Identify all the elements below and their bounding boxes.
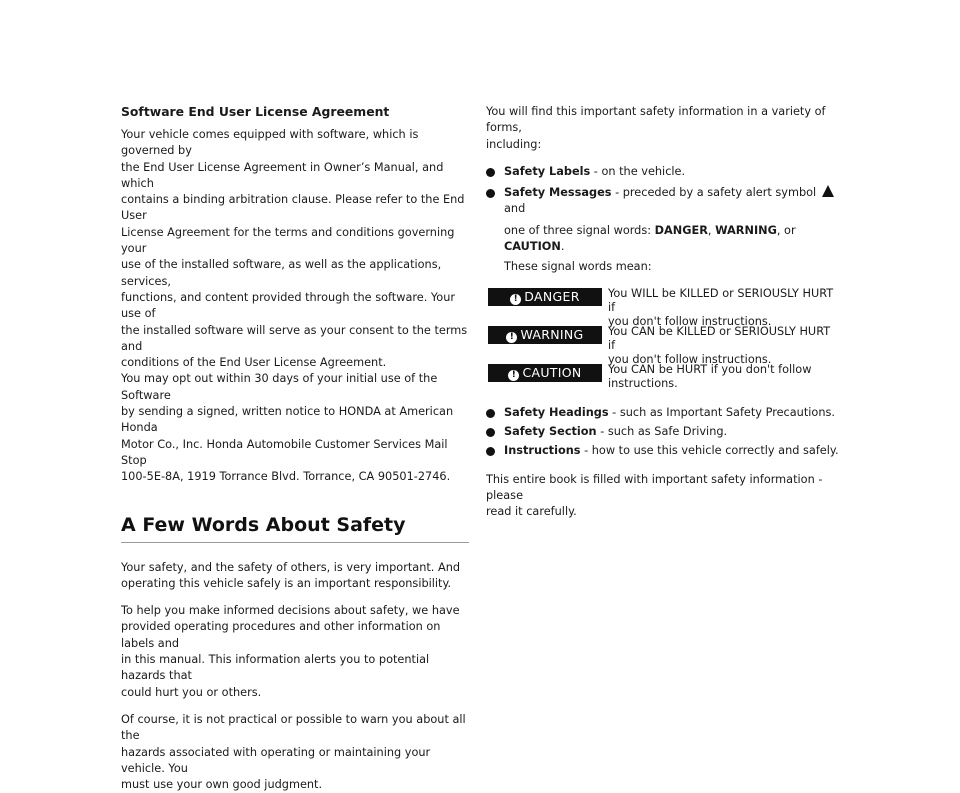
bullet-safety-section	[486, 424, 842, 440]
signal-description: You CAN be KILLED or SERIOUSLY HURT if you don't follow instructions.	[608, 324, 831, 366]
signal-words-intro: These signal words mean:	[504, 260, 652, 274]
signal-word-danger: DANGER	[654, 223, 708, 237]
alert-mark-icon: !	[506, 332, 517, 343]
eula-line: License Agreement for the terms and conditions governing your	[121, 225, 455, 256]
bullet-desc: - such as Important Safety Precautions.	[608, 405, 835, 419]
signal-danger	[486, 286, 842, 328]
signal-list	[486, 287, 842, 401]
closing-paragraph	[486, 472, 842, 521]
paragraph-line: This entire book is filled with important safety information - please	[486, 472, 823, 502]
left-column	[121, 104, 469, 793]
bullet-dot-icon	[486, 168, 495, 177]
bullet-instructions	[486, 443, 842, 459]
signal-warning	[486, 324, 842, 366]
bullet-safety-headings	[486, 405, 842, 421]
signal-caution	[486, 363, 842, 401]
paragraph-line: Of course, it is not practical or possible to warn you about all the	[121, 712, 466, 743]
signal-description: You WILL be KILLED or SERIOUSLY HURT if you don't follow instructions.	[608, 286, 834, 328]
eula-heading: Software End User License Agreement	[121, 104, 390, 119]
safety-paragraph-1	[121, 560, 469, 593]
paragraph-line: provided operating procedures and other information on labels and	[121, 620, 441, 650]
bullet-label: Safety Headings	[504, 405, 609, 419]
bullet-label: Safety Labels	[504, 164, 591, 178]
bullet-label: Safety Section	[504, 424, 597, 438]
eula-line: conditions of the End User License Agreement.	[121, 356, 387, 370]
paragraph-line: read it carefully.	[486, 505, 577, 519]
bullet-desc: - preceded by a safety alert symbol	[611, 186, 820, 200]
bullet-label: Safety Messages	[504, 186, 612, 200]
bullet-dot-icon	[486, 189, 495, 198]
paragraph-line: hazards associated with operating or maintaining your vehicle. You	[121, 745, 431, 775]
signal-word-warning: WARNING	[715, 223, 777, 237]
eula-line: by sending a signed, written notice to HONDA at American Honda	[121, 405, 454, 435]
bullet-label: Instructions	[504, 444, 581, 458]
danger-badge: ! DANGER	[488, 288, 602, 306]
paragraph-line: To help you make informed decisions about safety, we have	[121, 604, 460, 618]
paragraph-line: must use your own good judgment.	[121, 778, 323, 792]
bullet-dot-icon	[486, 428, 495, 437]
eula-line: 100-5E-8A, 1919 Torrance Blvd. Torrance, CA 90501-2746.	[121, 470, 451, 484]
eula-line: Your vehicle comes equipped with software, which is governed by	[121, 128, 419, 158]
safety-paragraph-3	[121, 712, 469, 793]
bullet-dot-icon	[486, 447, 495, 456]
bullet-desc: and	[504, 202, 526, 216]
paragraph-line: could hurt you or others.	[121, 685, 262, 699]
paragraph-line: operating this vehicle safely is an important responsibility.	[121, 576, 452, 590]
bullet-dot-icon	[486, 409, 495, 418]
eula-line: use of the installed software, as well as the applications, services,	[121, 258, 442, 288]
safety-paragraph-2	[121, 603, 469, 701]
eula-line: Motor Co., Inc. Honda Automobile Customer Services Mail Stop	[121, 437, 448, 467]
warning-badge: ! WARNING	[488, 326, 602, 344]
eula-line: functions, and content provided through the software. Your use of	[121, 290, 456, 321]
bullet-safety-messages	[486, 185, 842, 275]
signal-word-caution: CAUTION	[504, 240, 561, 254]
paragraph-line: You will find this important safety information in a variety of forms,	[486, 105, 826, 135]
alert-mark-icon: !	[510, 294, 521, 305]
eula-line: contains a binding arbitration clause. Please refer to the End User	[121, 193, 465, 223]
eula-line: the End User License Agreement in Owner’s Manual, and which	[121, 160, 444, 190]
intro-paragraph	[486, 104, 842, 153]
bullet-desc: - such as Safe Driving.	[596, 424, 728, 438]
bullet-safety-labels	[486, 164, 842, 180]
paragraph-line: including:	[486, 137, 542, 151]
eula-paragraph	[121, 127, 469, 486]
safety-alert-icon	[822, 185, 834, 197]
caution-badge: ! CAUTION	[488, 364, 602, 382]
right-column	[486, 104, 842, 520]
alert-mark-icon: !	[508, 370, 519, 381]
bullet-desc: - on the vehicle.	[590, 164, 686, 178]
paragraph-line: Your safety, and the safety of others, is very important. And	[121, 560, 461, 574]
bullet-desc: - how to use this vehicle correctly and safely.	[580, 444, 839, 458]
eula-line: the installed software will serve as your consent to the terms and	[121, 323, 468, 353]
paragraph-line: in this manual. This information alerts you to potential hazards that	[121, 653, 430, 683]
signal-words-line: one of three signal words: DANGER, WARNING, or CAUTION.	[504, 223, 796, 254]
signal-description: You CAN be HURT if you don't follow instructions.	[608, 362, 812, 390]
section-title: A Few Words About Safety	[121, 513, 406, 536]
eula-line: You may opt out within 30 days of your initial use of the Software	[121, 372, 438, 402]
